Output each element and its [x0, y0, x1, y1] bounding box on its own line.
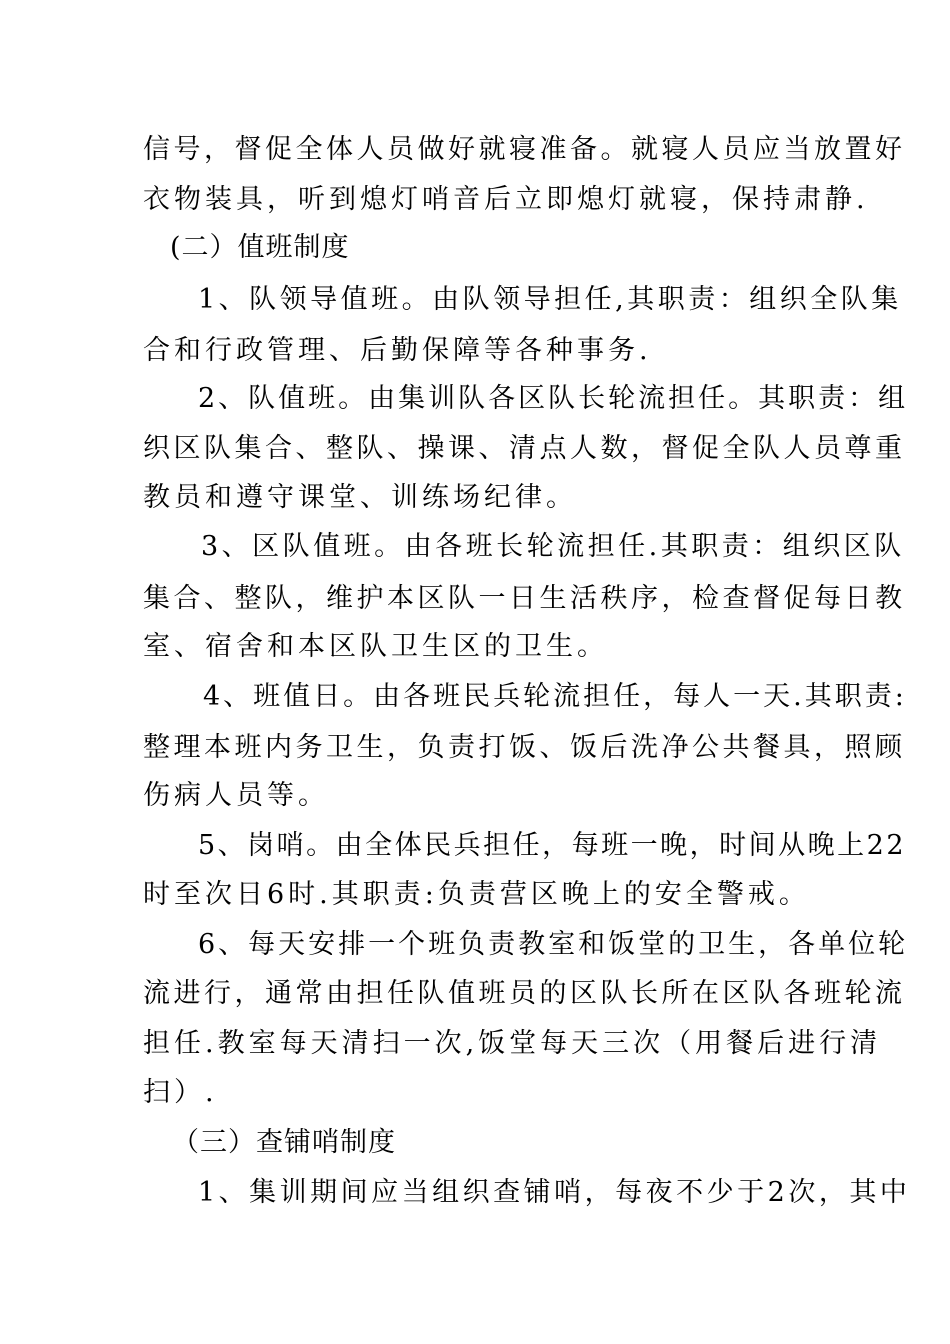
paragraph-line: 衣物装具，听到熄灯哨音后立即熄灯就寝，保持肃静.: [143, 184, 869, 215]
paragraph-line: 信号，督促全体人员做好就寝准备。就寝人员应当放置好: [143, 134, 906, 165]
paragraph-line: 1、队领导值班。由队领导担任,其职责：组织全队集: [198, 284, 902, 315]
paragraph-line: 扫）.: [143, 1077, 218, 1108]
paragraph-line: 流进行，通常由担任队值班员的区队长所在区队各班轮流: [143, 978, 906, 1009]
paragraph-line: 时至次日6时.其职责:负责营区晚上的安全警戒。: [143, 879, 810, 910]
section-heading-duty-system: (二）值班制度: [170, 232, 350, 263]
paragraph-line: 3、区队值班。由各班长轮流担任.其职责：组织区队: [201, 531, 905, 562]
paragraph-line: 4、班值日。由各班民兵轮流担任，每人一天.其职责:: [203, 681, 907, 712]
paragraph-line: 集合、整队，维护本区队一日生活秩序，检查督促每日教: [143, 583, 906, 614]
paragraph-line: 5、岗哨。由全体民兵担任，每班一晚，时间从晚上22: [198, 830, 907, 861]
paragraph-line: 1、集训期间应当组织查铺哨，每夜不少于2次，其中: [198, 1177, 911, 1208]
paragraph-line: 织区队集合、整队、操课、清点人数，督促全队人员尊重: [143, 433, 906, 464]
paragraph-line: 教员和遵守课堂、训练场纪律。: [143, 482, 577, 513]
paragraph-line: 2、队值班。由集训队各区队长轮流担任。其职责：组: [198, 383, 909, 414]
section-heading-bed-check-system: （三）查铺哨制度: [172, 1127, 396, 1158]
paragraph-line: 伤病人员等。: [143, 780, 329, 811]
paragraph-line: 合和行政管理、后勤保障等各种事务.: [143, 335, 652, 366]
paragraph-line: 室、宿舍和本区队卫生区的卫生。: [143, 631, 608, 662]
paragraph-line: 6、每天安排一个班负责教室和饭堂的卫生，各单位轮: [198, 929, 909, 960]
paragraph-line: 担任.教室每天清扫一次,饭堂每天三次（用餐后进行清: [143, 1028, 882, 1059]
paragraph-line: 整理本班内务卫生，负责打饭、饭后洗净公共餐具，照顾: [143, 732, 906, 763]
